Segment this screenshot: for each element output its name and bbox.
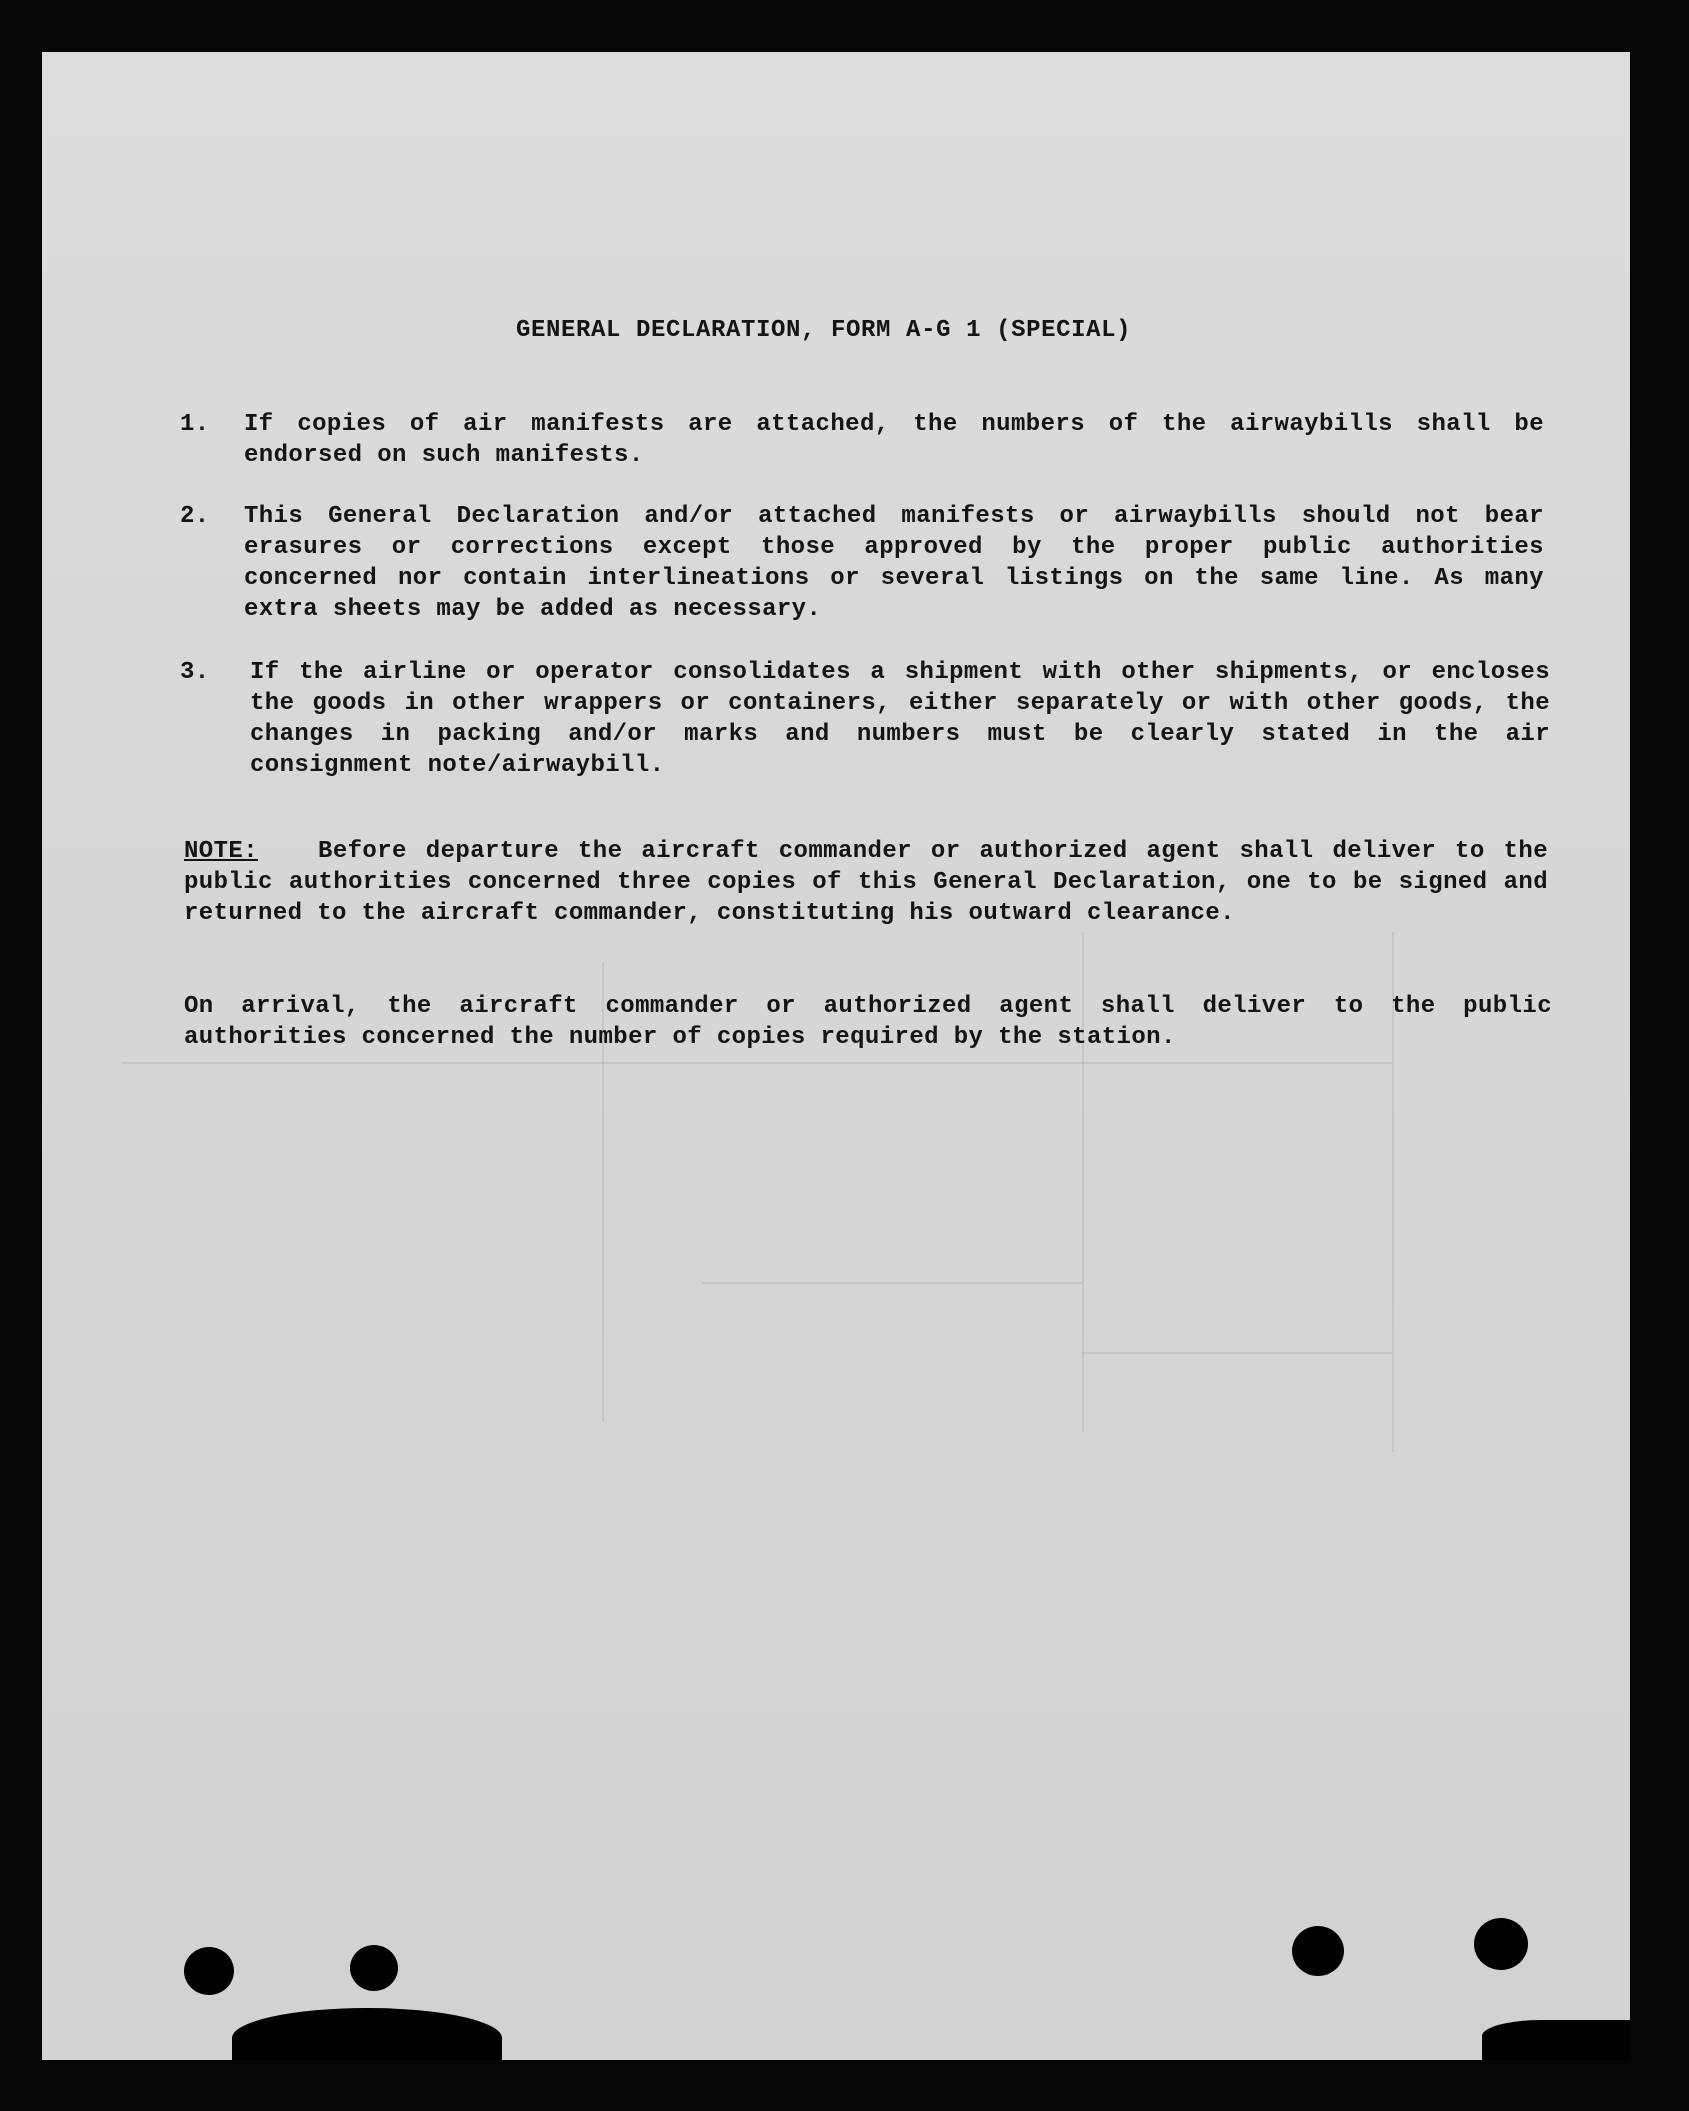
note-label: NOTE: — [184, 838, 259, 865]
list-item-number: 3. — [180, 659, 210, 686]
punch-hole — [350, 1945, 398, 1991]
punch-hole — [1474, 1918, 1528, 1970]
punch-hole — [1292, 1926, 1344, 1976]
list-item-number: 1. — [180, 411, 210, 438]
list-item-text: If copies of air manifests are attached, the numbers of the airwaybills shall be endorsed on such manifests. — [244, 411, 1544, 469]
show-through-rule — [122, 1062, 1392, 1064]
torn-edge — [1482, 2020, 1630, 2060]
punch-hole — [184, 1947, 234, 1995]
list-item-text: This General Declaration and/or attached manifests or airwaybills should not bear erasures or corrections except those approved by the proper public authorities concerned nor contain interlineations or several listings on the same line. As many extra sheets may be added as necessary. — [244, 503, 1544, 623]
torn-edge — [232, 2008, 502, 2060]
list-item-number: 2. — [180, 503, 210, 530]
show-through-rule — [702, 1282, 1082, 1284]
show-through-rule — [1082, 1352, 1392, 1354]
list-item-text: If the airline or operator consolidates a shipment with other shipments, or encloses the goods in other wrappers or containers, either separately or with other goods, the changes in packing and/or marks and numbers must be clearly stated in the air consignment note/airwaybill. — [250, 659, 1550, 779]
document-title: GENERAL DECLARATION, FORM A-G 1 (SPECIAL) — [516, 317, 1132, 344]
note-text: Before departure the aircraft commander or authorized agent shall deliver to the public authorities concerned three copies of this General Declaration, one to be signed and returned to the aircraft commander, constituting his outward clearance. — [184, 838, 1548, 927]
note-paragraph — [184, 836, 1548, 929]
arrival-paragraph: On arrival, the aircraft commander or authorized agent shall deliver to the public authorities concerned the number of copies required by the station. — [184, 993, 1552, 1051]
document-sheet — [42, 52, 1630, 2060]
